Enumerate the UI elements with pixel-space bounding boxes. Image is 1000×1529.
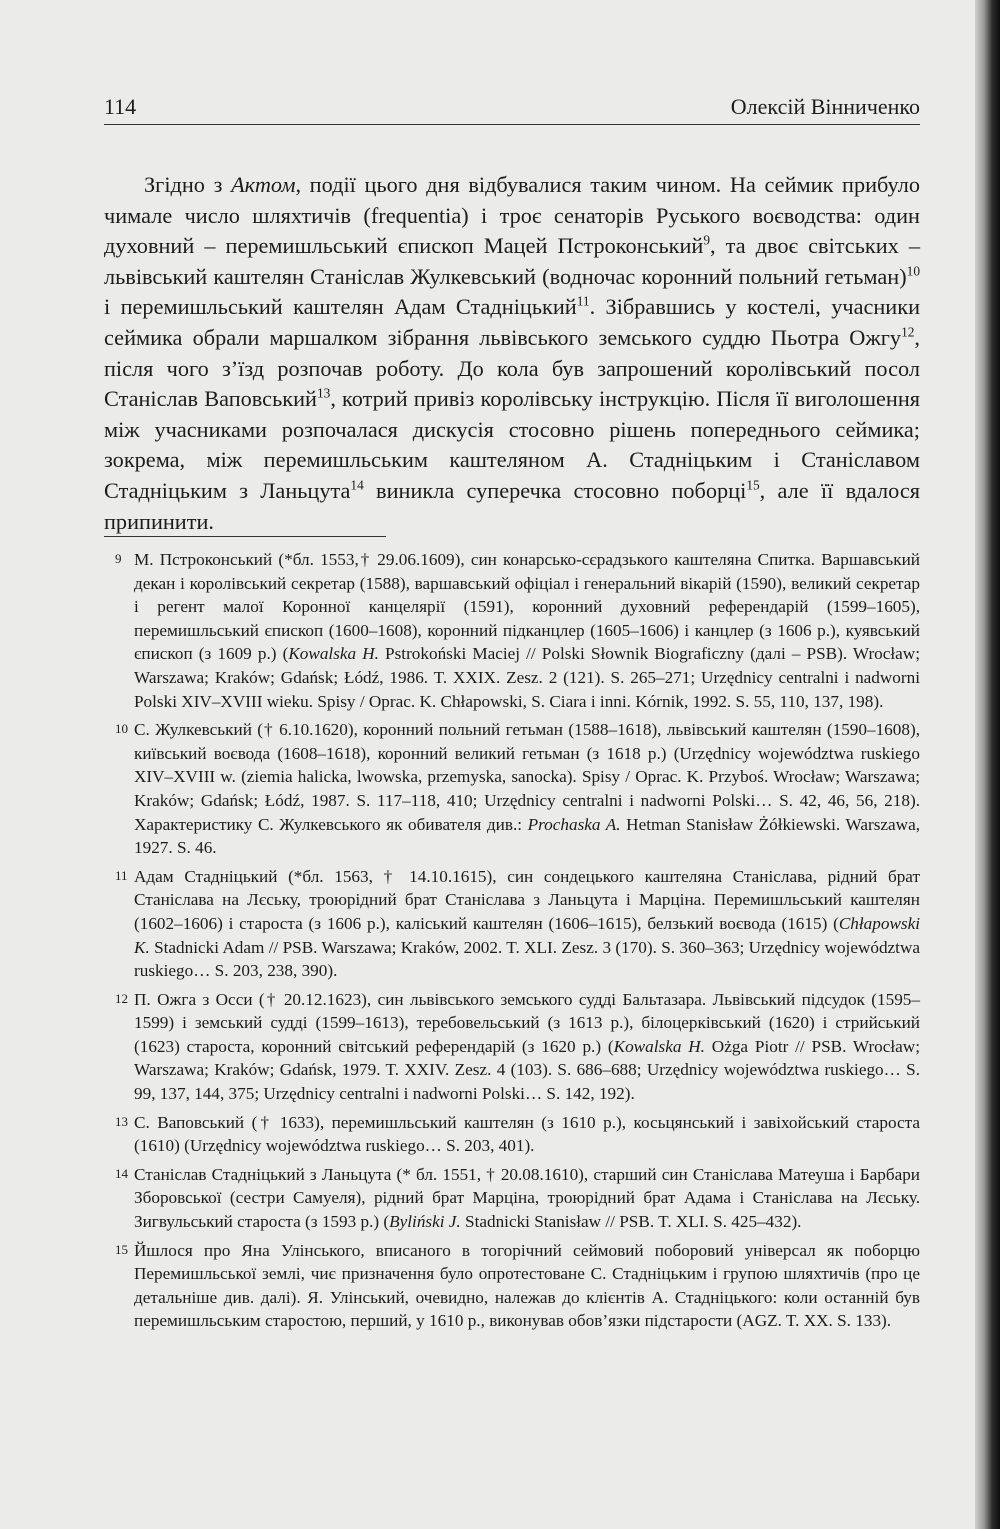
footnote-ref: 14: [350, 477, 364, 493]
footnote-number: 11: [115, 867, 128, 883]
footnote-number: 10: [115, 721, 128, 737]
footnote: [115, 548, 920, 713]
book-spine-shadow: [975, 0, 1000, 1529]
footnote-text: Адам Стадніцький (*бл. 1563, † 14.10.1615), син сондецького каштеляна Станіслава, рідний брат Станіслава на Лєську, троюрідний брат Станіслава з Ланьцута і Марціна. Перемишльський каштелян (1602–1606) і староста (з 1606 р.), каліський каштелян (1606–1615), белзький воєвода (1615) (Chłapowski K. Stadnicki Adam // PSB. Warszawa; Kraków, 2002. T. XLI. Zesz. 3 (170). S. 360–363; Urzędnicy województwa ruskiego… S. 203, 238, 390).: [134, 866, 920, 981]
footnote-text: П. Ожга з Осси († 20.12.1623), син львівського земського судді Бальтазара. Львівський підсудок (1595–1599) і земський судді (1599–1613), теребовельський (з 1613 р.), білоцерківський (1620) і стрийський (1623) староста, коронний світський референдарій (з 1620 р.) (Kowalska H. Ożga Piotr // PSB. Wrocław; Warszawa; Kraków; Gdańsk, 1979. T. XXIV. Zesz. 4 (103). S. 686–688; Urzędnicy województwa ruskiego… S. 99, 137, 144, 375; Urzędnicy centralni i nadworni Polski… S. 142, 192).: [134, 989, 920, 1104]
footnotes: [115, 548, 920, 1338]
footnote-number: 15: [115, 1241, 128, 1257]
footnote-text: М. Пстроконський (*бл. 1553,† 29.06.1609), син конарсько-сєрадзького каштеляна Спитка. Варшавський декан і королівський секретар (1588), варшавський офіціал і генеральний вікарій (1590), великий секретар і регент малої Коронної канцелярії (1591), коронний духовний референдарій (1599–1605), перемишльський єпископ (1600–1608), коронний підканцлер (1605–1606) і канцлер (з 1606 р.), куявський єпископ (з 1609 р.) (Kowalska H. Pstrokoński Maciej // Polski Słownik Biograficzny (далі – PSB). Wrocław; Warszawa; Kraków; Gdańsk; Łódź, 1986. T. XXIX. Zesz. 2 (121). S. 265–271; Urzędnicy centralni i nadworni Polski XIV–XVIII wieku. Spisy / Oprac. K. Chłapowski, S. Ciara i inni. Kórnik, 1992. S. 55, 110, 137, 198).: [134, 550, 920, 711]
footnote-text: С. Жулкевський († 6.10.1620), коронний польний гетьман (1588–1618), львівський каштелян (1590–1608), київський воєвода (1608–1618), коронний великий гетьман (з 1618 р.) (Urzędnicy województwa ruskiego XIV–XVIII w. (ziemia halicka, lwowska, przemyska, sanocka). Spisy / Oprac. K. Przyboś. Wrocław; Warszawa; Kraków; Gdańsk; Łódź, 1987. S. 117–118, 410; Urzędnicy centralni i nadworni Polski… S. 42, 46, 56, 218). Характеристику С. Жулкевського як обивателя див.: Prochaska A. Hetman Stanisław Żółkiewski. Warszawa, 1927. S. 46.: [134, 720, 920, 858]
footnote-text: С. Ваповський († 1633), перемишльський каштелян (з 1610 р.), косьцянський і завіхойський староста (1610) (Urzędnicy województwa ruskiego… S. 203, 401).: [134, 1112, 920, 1156]
footnote-number: 13: [115, 1113, 128, 1129]
footnote-text: Станіслав Стадніцький з Ланьцута (* бл. 1551, † 20.08.1610), старший син Станіслава Матеуша і Барбари Зборовської (сестри Самуеля), рідний брат Марціна, троюрідний брат Адама і Станіслава на Лєську. Зигвульський староста (з 1593 р.) (Byliński J. Stadnicki Stanisław // PSB. T. XLI. S. 425–432).: [134, 1164, 920, 1232]
footnote-number: 12: [115, 990, 128, 1006]
footnote-number: 9: [115, 551, 122, 566]
italic-title: Актом: [231, 172, 296, 197]
text-run: і перемишльський каштелян Адам Стадніцький: [104, 294, 577, 320]
footnote: [115, 1163, 920, 1234]
running-head-author: Олексій Вінниченко: [730, 94, 920, 119]
page-number: 114: [104, 94, 137, 119]
footnote-ref: 11: [576, 293, 590, 309]
text-run: . Зібравшись у костелі, учасники сеймика обрали маршалком зібрання львівського земського суддю Пьотра Ожгу: [104, 294, 920, 350]
text-run: , після чого з’їзд розпочав роботу. До кола був запрошений королівський посол Станіслав Ваповський: [104, 324, 920, 412]
footnote-ref: 12: [901, 324, 915, 340]
footnote: [115, 1239, 920, 1333]
text-run: Згідно з: [144, 172, 232, 197]
footnote-ref: 9: [703, 232, 711, 248]
footnote-number: 14: [115, 1165, 128, 1181]
footnote-ref: 10: [906, 263, 920, 279]
text-run: , події цього дня відбувалися таким чином. На сеймик прибуло чимале число шляхтичів (frequentia) і троє сенаторів Руського воєводства: один духовний – перемишльський єпископ Мацей Пстроконський: [104, 172, 920, 259]
footnote: [115, 988, 920, 1106]
text-run: , котрий привіз королівську інструкцію. Після її виголошення між учасниками розпочалася дискусія стосовно рішень попереднього сеймика; зокрема, між перемишльським каштеляном А. Стадніцьким і Станіславом Стадніцьким з Ланьцута: [104, 386, 921, 503]
footnote: [115, 865, 920, 983]
footnote-ref: 13: [316, 385, 331, 401]
running-header: [104, 94, 920, 125]
footnote-text: Йшлося про Яна Улінського, вписаного в тогорічний сеймовий поборовий універсал як поборцю Перемишльської землі, чиє призначення було опротестоване С. Стадніцьким і групою шляхтичів (про це детальніше див. далі). Я. Улінський, очевидно, належав до клієнтів А. Стадніцького: коли останній був перемишльським старостою, перший, у 1610 р., виконував обов’язки підстарости (AGZ. T. XX. S. 133).: [134, 1240, 920, 1331]
paragraph: [104, 170, 920, 537]
text-run: , але її вдалося припинити.: [104, 477, 920, 534]
footnote: [115, 1111, 920, 1158]
main-text: [104, 170, 920, 537]
footnote: [115, 718, 920, 860]
text-run: виникла суперечка стосовно поборці: [363, 477, 747, 503]
footnote-separator: [104, 536, 386, 537]
text-run: , та двоє світських – львівський каштелян Станіслав Жулкевський (водночас коронний польний гетьман): [104, 233, 920, 289]
footnote-ref: 15: [746, 477, 760, 493]
